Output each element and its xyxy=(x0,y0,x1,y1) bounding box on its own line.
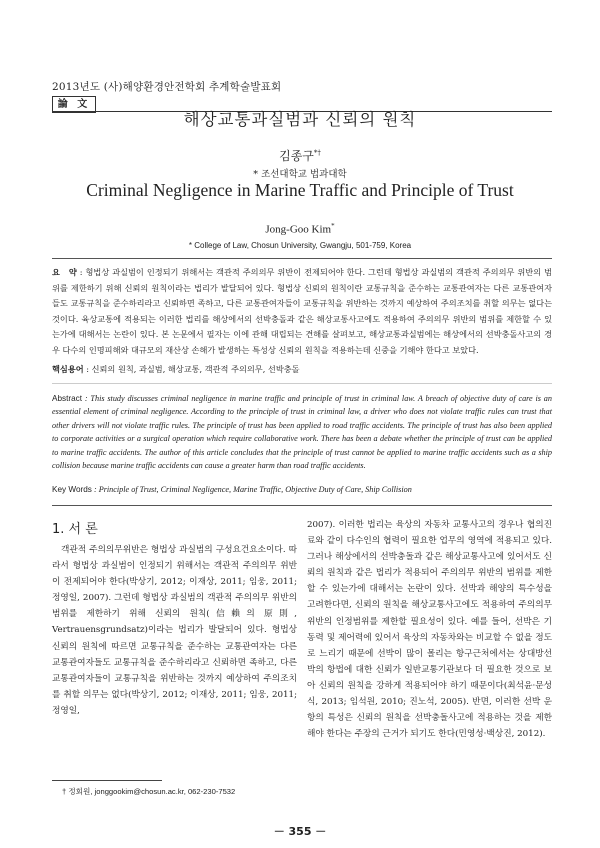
english-abstract-label: Abstract xyxy=(52,394,83,403)
korean-author-name: 김종구 xyxy=(279,149,314,163)
article-type-tag: 論 文 xyxy=(52,96,96,113)
section-heading: 1. 서 론 xyxy=(52,522,98,537)
keyword-divider xyxy=(52,383,552,384)
english-author-mark: * xyxy=(331,222,335,230)
english-abstract: Abstract : This study discusses criminal negligence in marine traffic and principle of trust in criminal law. A breach of objective duty of care is an essential element of criminal negligence. According to the principle of trust in criminal law, a driver who does not violate traffic rules can trust that other drivers will not violate traffic rules. The principle of trust has been applied to road traffic accidents. The principle of trust has also been applied to corporate activities or a surgical operation which require collaborative work. There has been a debate whether the principle of trust can be applied to marine traffic accidents. The author of this article concludes that the principle of trust cannot be applied to marine traffic accidents such as a ship collision because marine traffic accidents can cause a greater harm than road traffic accidents. xyxy=(52,394,552,471)
korean-abstract-text: 형법상 과실범이 인정되기 위해서는 객관적 주의의무 위반이 전제되어야 한다. 그런데 형법상 과실범의 객관적 주의의무 위반의 범위를 제한하기 위해 신뢰의 원칙이라는 법리가 발달되어 있다. 형법상 신뢰의 원칙이란 교통규칙을 준수하는 교통관여자는 다른 교통관여자들도 교통규칙을 준수하리라고 신뢰하면 족하고, 다른 교통관여자들이 교통규칙을 위반하는 것까지 예상하여 주의조치를 취할 의무는 없다는 것이다. 육상교통에 적용되는 이러한 법리를 해상에서의 선박충돌과 같은 해상교통사고에도 적용하여 주의의무 위반의 범위를 제한할 수 있는가에 대해서는 논란이 있다. 본 논문에서 필자는 이에 관해 대립되는 견해를 살펴보고, 해상교통과실범에는 해상에서의 선박충돌사고의 경우 다수의 인명피해와 대규모의 재산상 손해가 발생하는 특성상 신뢰의 원칙을 적용하는데 신중을 기해야 한다고 보았다. xyxy=(52,267,553,355)
conference-header: 2013년도 (사)해양환경안전학회 추계학술발표회 xyxy=(52,81,282,93)
english-keywords: Key Words : Principle of Trust, Criminal Negligence, Marine Traffic, Objective Duty of Care, Ship Collision xyxy=(52,485,412,494)
korean-author-mark: *† xyxy=(313,149,321,157)
korean-abstract-label: 요 약 xyxy=(52,267,77,277)
english-author xyxy=(0,222,600,236)
korean-keywords: 핵심용어 : 신뢰의 원칙, 과실범, 해상교통, 객관적 주의의무, 선박충돌 xyxy=(52,364,300,374)
korean-title: 해상교통과실범과 신뢰의 원칙 xyxy=(183,110,417,129)
korean-abstract: 요 약 : 형법상 과실범이 인정되기 위해서는 객관적 주의의무 위반이 전제되어야 한다. 그런데 형법상 과실범의 객관적 주의의무 위반의 범위를 제한하기 위해 신뢰의 원칙이라는 법리가 발달되어 있다. 형법상 신뢰의 원칙이란 교통규칙을 준수하는 교통관여자는 다른 교통관여자들도 교통규칙을 준수하리라고 신뢰하면 족하고, 다른 교통관여자들이 교통규칙을 위반하는 것까지 예상하여 주의조치를 취할 의무는 없다는 것이다. 육상교통에 적용되는 이러한 법리를 해상에서의 선박충돌과 같은 해상교통사고에도 적용하여 주의의무 위반의 범위를 제한할 수 있는가에 대해서는 논란이 있다. 본 논문에서 필자는 이에 관해 대립되는 견해를 살펴보고, 해상교통과실범에는 해상에서의 선박충돌사고의 경우 다수의 인명피해와 대규모의 재산상 손해가 발생하는 특성상 신뢰의 원칙을 적용하는데 신중을 기해야 한다고 보았다. xyxy=(52,267,553,355)
english-keywords-text: Principle of Trust, Criminal Negligence, Marine Traffic, Objective Duty of Care, Ship Collision xyxy=(98,485,412,494)
english-keywords-label: Key Words xyxy=(52,485,92,494)
body-left-column: 객관적 주의의무위반은 형법상 과실범의 구성요건요소이다. 따라서 형법상 과실범이 인정되기 위해서는 객관적 주의의무 위반이 전제되어야 한다(박상기, 2012; 이재상, 2011; 임웅, 2011; 정영일, 2007). 그런데 형법상 과실범의 객관적 주의의무 위반의 범위를 제한하기 위해 신뢰의 원칙(信賴의 原則, Vertrauensgrundsatz)이라는 법리가 발달되어 있다. 형법상 신뢰의 원칙에 따르면 교통규칙을 준수하는 교통관여자는 다른 교통관여자들도 교통규칙을 준수하리라고 신뢰하면 족하고, 다른 교통관여자들이 교통규칙을 위반하는 것까지 예상하여 주의조치를 취할 의무는 없다(박상기, 2012; 이재상, 2011; 임웅, 2011; 정영일, xyxy=(52,545,297,716)
english-title: Criminal Negligence in Marine Traffic and Principle of Trust xyxy=(86,180,514,200)
abstract-bottom-divider xyxy=(52,505,552,506)
korean-keywords-label: 핵심용어 xyxy=(52,364,84,374)
abstract-top-divider xyxy=(52,258,552,259)
korean-affiliation: * 조선대학교 법과대학 xyxy=(253,169,347,180)
english-affiliation: * College of Law, Chosun University, Gwangju, 501-759, Korea xyxy=(188,241,412,250)
english-author-name: Jong-Goo Kim xyxy=(265,223,332,236)
korean-keywords-text: 신뢰의 원칙, 과실범, 해상교통, 객관적 주의의무, 선박충돌 xyxy=(91,364,300,374)
page-number: － 355 － xyxy=(273,825,327,838)
footnote-divider xyxy=(52,780,162,781)
english-abstract-text: This study discusses criminal negligence in marine traffic and principle of trust in criminal law. A breach of objective duty of care is an essential element of criminal negligence. According to the principle of trust in criminal law, a driver who does not violate traffic rules can trust that other drivers will not violate traffic rules. The principle of trust has been applied to road traffic accidents. The principle of trust has also been applied to corporate activities or a surgical operation which require collaborative work. There has been a debate whether the principle of trust can be applied to marine traffic accidents. The author of this article concludes that the principle of trust cannot be applied to marine traffic accidents such as a ship collision because marine traffic accidents can cause a greater harm than road traffic accidents. xyxy=(52,394,552,471)
body-right-column: 2007). 이러한 법리는 육상의 자동차 교통사고의 경우나 협의진료와 같이 다수인의 협력이 필요한 업무의 영역에 적용되고 있다. 그러나 해상에서의 선박충돌과 같은 해상교통사고에 있어서도 신뢰의 원칙과 같은 법리가 적용되어 주의의무 위반의 범위를 제한할 수 있는가에 대해서는 논란이 있다. 선박과 해양의 특수성을 고려한다면, 신뢰의 원칙을 해상교통사고에도 적용하여 주의의무 위반의 인정범위를 제한할 필요성이 있다. 예를 들어, 선박은 기동력 및 제어력에 있어서 육상의 자동차와는 비교할 수 없을 정도로 느리기 때문에 선박이 많이 몰리는 항구근처에서는 상대방선박의 항법에 대한 신뢰가 일반교통기관보다 더 필요한 것으로 보아 신뢰의 원칙을 강하게 적용되어야 하기 때문이다(최석윤·문성식, 2013; 임석원, 2010; 진노석, 2005). 반면, 이러한 선박 운항의 특성은 신뢰의 원칙을 선박충돌사고에 적용하는 것을 제한해야 한다는 주장의 근거가 되기도 한다(민영성·백상진, 2012). xyxy=(307,520,552,740)
korean-author xyxy=(0,147,600,164)
footnote: † 정회원, jonggookim@chosun.ac.kr, 062-230-7532 xyxy=(62,787,236,796)
